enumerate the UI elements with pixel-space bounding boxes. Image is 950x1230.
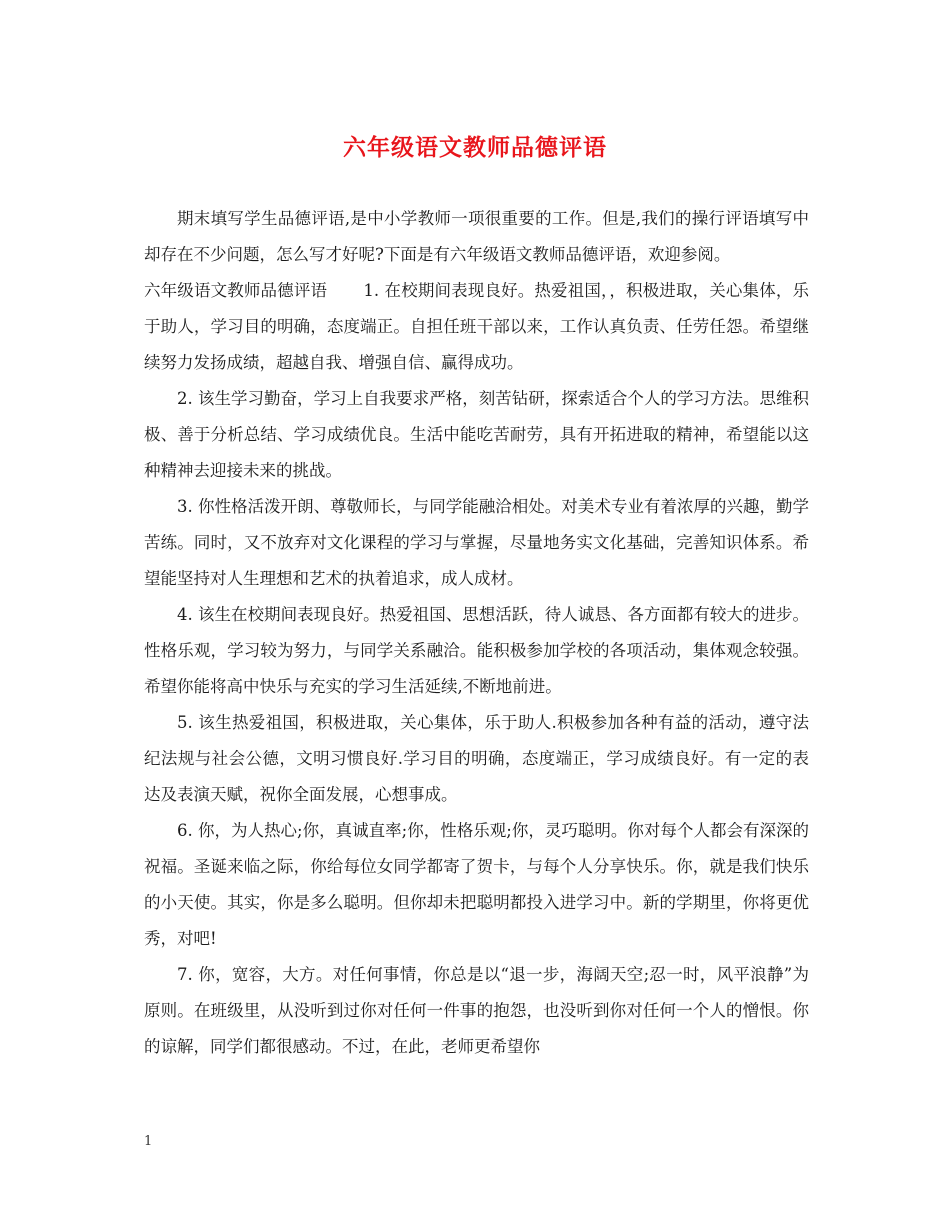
comment-item-7: 7. 你，宽容，大方。对任何事情，你总是以“退一步，海阔天空;忍一时，风平浪静”为原则。在班级里，从没听到过你对任何一件事的抱怨，也没听到你对任何一个人的憎恨。你的谅解，同学们都很感动。不过，在此，老师更希望你 — [144, 965, 809, 1056]
comment-item-6: 6. 你，为人热心;你，真诚直率;你，性格乐观;你，灵巧聪明。你对每个人都会有深深的祝福。圣诞来临之际，你给每位女同学都寄了贺卡，与每个人分享快乐。你，就是我们快乐的小天使。其实，你是多么聪明。但你却未把聪明都投入进学习中。新的学期里，你将更优秀，对吧! — [144, 821, 809, 948]
comment-item-5: 5. 该生热爱祖国，积极进取，关心集体，乐于助人.积极参加各种有益的活动，遵守法纪法规与社会公德，文明习惯良好.学习目的明确，态度端正，学习成绩良好。有一定的表达及表演天赋，祝你全面发展，心想事成。 — [144, 713, 809, 804]
comment-item-3: 3. 你性格活泼开朗、尊敬师长，与同学能融洽相处。对美术专业有着浓厚的兴趣，勤学苦练。同时，又不放弃对文化课程的学习与掌握，尽量地务实文化基础，完善知识体系。希望能坚持对人生理想和艺术的执着追求，成人成材。 — [144, 497, 809, 588]
section-label: 六年级语文教师品德评语 — [144, 281, 328, 300]
comment-item-1: 1. 在校期间表现良好。热爱祖国，，积极进取，关心集体，乐于助人，学习目的明确，态度端正。自担任班干部以来，工作认真负责、任劳任怨。希望继续努力发扬成绩，超越自我、增强自信、赢得成功。 — [144, 281, 809, 372]
intro-paragraph: 期末填写学生品德评语,是中小学教师一项很重要的工作。但是,我们的操行评语填写中却存在不少问题，怎么写才好呢?下面是有六年级语文教师品德评语，欢迎参阅。 — [144, 209, 809, 264]
page-number: 1 — [144, 1134, 153, 1149]
document-body — [144, 201, 809, 1065]
document-title: 六年级语文教师品德评语 — [343, 134, 607, 161]
first-item-paragraph — [144, 273, 809, 381]
comment-item-2: 2. 该生学习勤奋，学习上自我要求严格，刻苦钻研，探索适合个人的学习方法。思维积极、善于分析总结、学习成绩优良。生活中能吃苦耐劳，具有开拓进取的精神，希望能以这种精神去迎接未来的挑战。 — [144, 389, 809, 480]
comment-item-4: 4. 该生在校期间表现良好。热爱祖国、思想活跃，待人诚恳、各方面都有较大的进步。性格乐观，学习较为努力，与同学关系融洽。能积极参加学校的各项活动，集体观念较强。希望你能将高中快乐与充实的学习生活延续,不断地前进。 — [144, 605, 809, 696]
